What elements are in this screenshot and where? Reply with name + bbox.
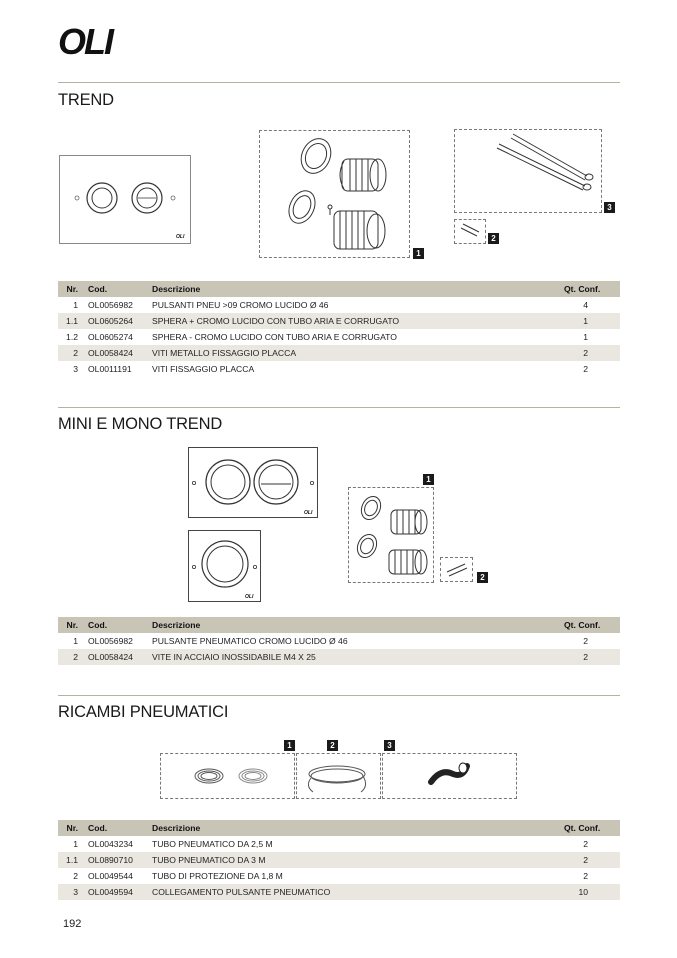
cell-desc: TUBO DI PROTEZIONE DA 1,8 M	[152, 871, 283, 881]
header-qt: Qt. Conf.	[560, 281, 620, 297]
header-qt: Qt. Conf.	[560, 617, 620, 633]
table-header-row	[58, 820, 620, 836]
mini-screws-drawing	[441, 558, 472, 581]
trend-badge-2: 2	[488, 233, 499, 244]
trend-long-screws-drawing	[455, 130, 601, 212]
cell-desc: VITE IN ACCIAIO INOSSIDABILE M4 X 25	[148, 649, 560, 665]
trend-badge-1: 1	[413, 248, 424, 259]
mono-trend-plate-drawing	[189, 531, 260, 601]
cell-nr: 3	[73, 364, 78, 374]
trend-short-screws-image	[454, 219, 486, 244]
table-row	[58, 852, 620, 868]
cell-cod: OL0043234	[88, 839, 133, 849]
cell-cod: OL0049594	[84, 884, 148, 900]
cell-cod: OL0056982	[88, 300, 133, 310]
mono-trend-plate-image	[188, 530, 261, 602]
cell-qt: 2	[583, 839, 588, 849]
cell-qt: 2	[560, 649, 620, 665]
page-number: 192	[63, 918, 82, 930]
header-qt: Qt. Conf.	[560, 820, 620, 836]
spares-parts-table	[58, 820, 620, 900]
table-row	[58, 868, 620, 884]
section-divider	[58, 407, 620, 408]
trend-plate-drawing	[60, 156, 190, 243]
protection-tube-image	[296, 753, 381, 799]
cell-cod: OL0058424	[84, 649, 148, 665]
pneumatic-tube-drawing	[161, 754, 294, 798]
spares-badge-3: 3	[384, 740, 395, 751]
header-nr: Nr.	[58, 281, 84, 297]
plate-logo: OLI	[304, 510, 313, 516]
cell-desc: SPHERA + CROMO LUCIDO CON TUBO ARIA E CORRUGATO	[148, 313, 560, 329]
mini-badge-1: 1	[423, 474, 434, 485]
cell-qt: 1	[583, 332, 588, 342]
cell-qt: 2	[583, 871, 588, 881]
header-cod: Cod.	[84, 820, 148, 836]
cell-desc: VITI METALLO FISSAGGIO PLACCA	[148, 345, 560, 361]
table-row	[58, 633, 620, 649]
table-row	[58, 297, 620, 313]
plate-logo: OLI	[176, 234, 185, 240]
header-nr: Nr.	[58, 617, 84, 633]
mini-badge-2: 2	[477, 572, 488, 583]
cell-qt: 10	[560, 884, 620, 900]
table-row	[58, 836, 620, 852]
cell-cod: OL0049544	[88, 871, 133, 881]
protection-tube-drawing	[297, 754, 380, 798]
cell-cod: OL0011191	[88, 364, 132, 374]
trend-plate-image	[59, 155, 191, 244]
trend-short-screws-drawing	[455, 220, 485, 243]
trend-badge-3: 3	[604, 202, 615, 213]
cell-desc: VITI FISSAGGIO PLACCA	[152, 364, 255, 374]
section-divider	[58, 695, 620, 696]
table-row	[58, 345, 620, 361]
header-desc: Descrizione	[148, 617, 560, 633]
cell-desc: PULSANTE PNEUMATICO CROMO LUCIDO Ø 46	[152, 636, 348, 646]
pneumatic-tube-image	[160, 753, 295, 799]
trend-parts-table	[58, 281, 620, 377]
oli-logo	[58, 24, 124, 58]
cell-qt: 1	[560, 313, 620, 329]
cell-qt: 2	[583, 636, 588, 646]
cell-nr: 3	[58, 884, 84, 900]
cell-cod: OL0890710	[84, 852, 148, 868]
mini-buttons-drawing	[349, 488, 433, 582]
cell-nr: 1	[73, 839, 78, 849]
cell-cod: OL0056982	[88, 636, 133, 646]
header-cod: Cod.	[84, 617, 148, 633]
section-title-mini-mono-trend: MINI E MONO TREND	[58, 415, 223, 433]
cell-desc: SPHERA - CROMO LUCIDO CON TUBO ARIA E CORRUGATO	[152, 332, 397, 342]
mini-trend-plate-drawing	[189, 448, 317, 517]
table-row	[58, 884, 620, 900]
button-connector-drawing	[383, 754, 516, 798]
table-header-row	[58, 281, 620, 297]
header-cod: Cod.	[84, 281, 148, 297]
header-desc: Descrizione	[148, 281, 560, 297]
trend-buttons-image	[259, 130, 410, 258]
cell-nr: 1.1	[58, 852, 84, 868]
section-title-ricambi-pneumatici: RICAMBI PNEUMATICI	[58, 703, 229, 721]
cell-nr: 2	[73, 871, 78, 881]
table-row	[58, 361, 620, 377]
section-divider	[58, 82, 620, 83]
cell-cod: OL0605274	[88, 332, 133, 342]
plate-logo: OLI	[245, 594, 254, 600]
cell-qt: 4	[583, 300, 588, 310]
spares-badge-1: 1	[284, 740, 295, 751]
button-connector-image	[382, 753, 517, 799]
cell-nr: 1.1	[58, 313, 84, 329]
spares-badge-2: 2	[327, 740, 338, 751]
cell-nr: 1.2	[66, 332, 78, 342]
trend-long-screws-image	[454, 129, 602, 213]
section-title-trend: TREND	[58, 91, 114, 109]
cell-nr: 1	[73, 300, 78, 310]
oli-logo-text: OLI	[58, 24, 112, 58]
cell-qt: 2	[583, 364, 588, 374]
cell-qt: 2	[560, 345, 620, 361]
cell-nr: 1	[73, 636, 78, 646]
cell-cod: OL0058424	[84, 345, 148, 361]
table-row	[58, 313, 620, 329]
cell-qt: 2	[560, 852, 620, 868]
cell-nr: 2	[58, 345, 84, 361]
cell-desc: COLLEGAMENTO PULSANTE PNEUMATICO	[148, 884, 560, 900]
trend-buttons-drawing	[260, 131, 409, 257]
mini-buttons-image	[348, 487, 434, 583]
table-header-row	[58, 617, 620, 633]
header-desc: Descrizione	[148, 820, 560, 836]
cell-cod: OL0605264	[84, 313, 148, 329]
mini-parts-table	[58, 617, 620, 665]
mini-trend-plate-image	[188, 447, 318, 518]
cell-desc: TUBO PNEUMATICO DA 3 M	[148, 852, 560, 868]
cell-desc: TUBO PNEUMATICO DA 2,5 M	[152, 839, 273, 849]
cell-desc: PULSANTI PNEU >09 CROMO LUCIDO Ø 46	[152, 300, 329, 310]
table-row	[58, 329, 620, 345]
mini-screws-image	[440, 557, 473, 582]
cell-nr: 2	[58, 649, 84, 665]
header-nr: Nr.	[58, 820, 84, 836]
table-row	[58, 649, 620, 665]
